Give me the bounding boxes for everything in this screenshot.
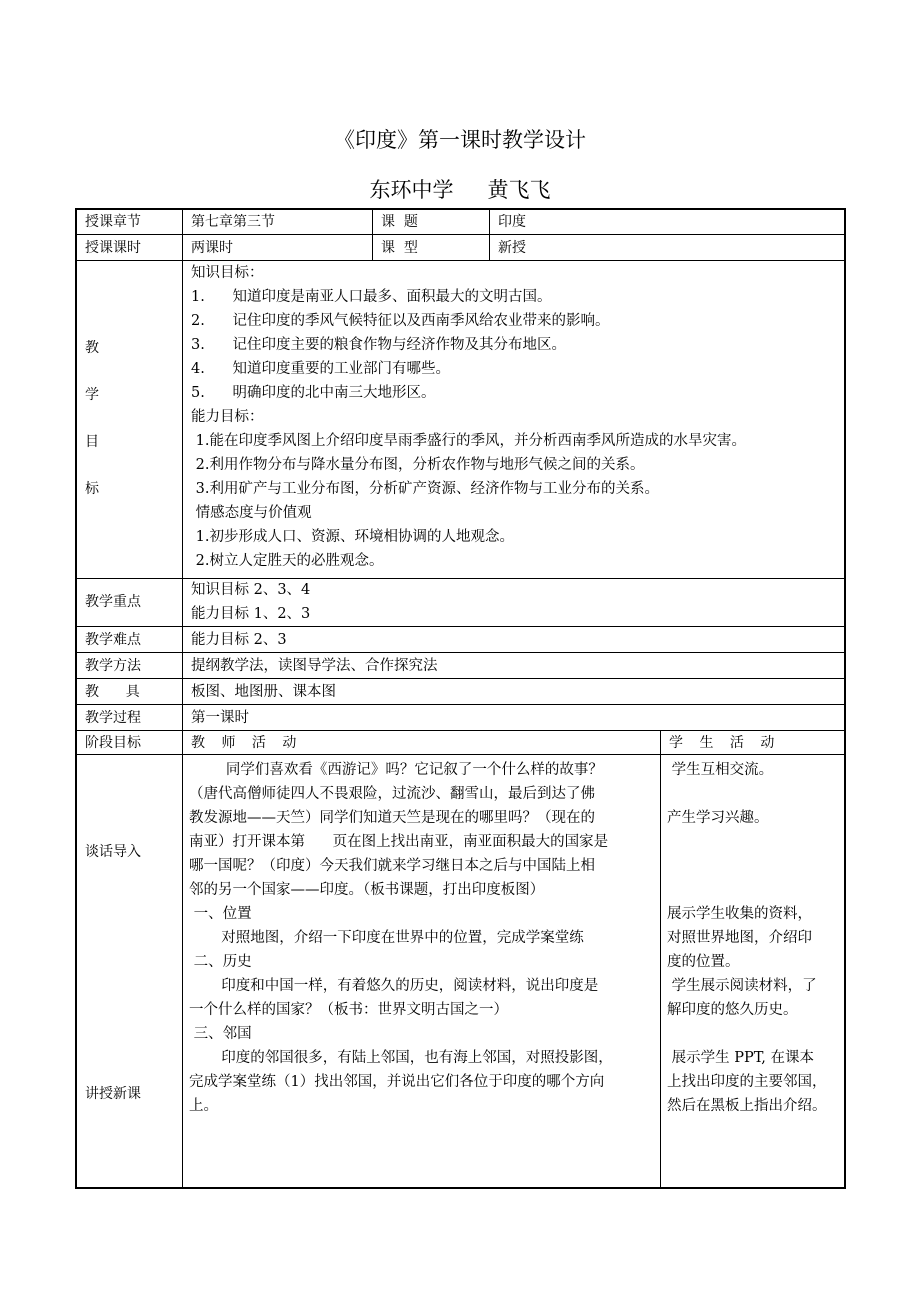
- topic-value: 印度: [498, 214, 526, 230]
- teacher-activity-line: 哪一国呢？（印度）今天我们就来学习继日本之后与中国陆上相: [189, 858, 595, 874]
- difficulties-label: 教学难点: [85, 632, 141, 648]
- type-label: 课 型: [381, 240, 418, 256]
- process-label: 教学过程: [85, 710, 141, 726]
- lesson-plan-table: [75, 208, 846, 1189]
- student-activity-line: 学生互相交流。: [667, 762, 774, 778]
- objectives-label-char: 教: [85, 340, 99, 356]
- hours-label: 授课课时: [85, 240, 141, 256]
- document-subtitle: [0, 174, 920, 204]
- objectives-label-char: 学: [85, 387, 99, 403]
- student-activity-line: 学生展示阅读材料，了: [667, 978, 817, 994]
- chapter-label: 授课章节: [85, 214, 141, 230]
- objective-line: 2.利用作物分布与降水量分布图，分析农作物与地形气候之间的关系。: [191, 457, 645, 473]
- student-activity-line: 解印度的悠久历史。: [667, 1002, 798, 1018]
- author-name: 黄飞飞: [487, 178, 551, 202]
- teacher-activity-line: 印度和中国一样，有着悠久的历史，阅读材料，说出印度是: [189, 978, 599, 994]
- teacher-activity-line: 南亚）打开课本第 页在图上找出南亚，南亚面积最大的国家是: [189, 834, 609, 850]
- methods-label: 教学方法: [85, 658, 141, 674]
- hours-value: 两课时: [191, 240, 233, 256]
- teacher-activity-line: 完成学案堂练（1）找出邻国，并说出它们各位于印度的哪个方向: [189, 1074, 605, 1090]
- student-column-header: 学 生 活 动: [669, 735, 781, 751]
- stage-column-header: 阶段目标: [85, 735, 141, 751]
- key-points-line: 能力目标 1、2、3: [191, 606, 311, 622]
- objective-line: 4. 知道印度重要的工业部门有哪些。: [191, 361, 450, 377]
- teacher-activity-line: 二、历史: [189, 954, 252, 970]
- type-value: 新授: [498, 240, 526, 256]
- tools-value: 板图、地图册、课本图: [191, 684, 336, 700]
- chapter-value: 第七章第三节: [191, 214, 275, 230]
- tools-label: 教 具: [85, 684, 140, 700]
- objective-line: 1. 知道印度是南亚人口最多、面积最大的文明古国。: [191, 289, 552, 305]
- difficulties-value: 能力目标 2、3: [191, 632, 287, 648]
- student-activity-line: 度的位置。: [667, 954, 740, 970]
- stage-intro-label: 谈话导入: [85, 844, 141, 860]
- teacher-activity-line: 教发源地——天竺）同学们知道天竺是现在的哪里吗？（现在的: [189, 810, 595, 826]
- objectives-label-char: 目: [85, 434, 99, 450]
- teacher-activity-line: 三、邻国: [189, 1026, 252, 1042]
- objective-line: 2. 记住印度的季风气候特征以及西南季风给农业带来的影响。: [191, 313, 610, 329]
- key-points-label: 教学重点: [85, 594, 141, 610]
- process-value: 第一课时: [191, 710, 249, 726]
- teacher-activity-line: 对照地图，介绍一下印度在世界中的位置，完成学案堂练: [189, 930, 584, 946]
- objective-line: 能力目标：: [191, 409, 264, 425]
- teacher-activity-line: 邻的另一个国家——印度。（板书课题，打出印度板图）: [189, 882, 545, 898]
- student-activity-line: 上找出印度的主要邻国，: [667, 1074, 827, 1090]
- school-name: 东环中学: [369, 178, 454, 202]
- stage-new-label: 讲授新课: [85, 1086, 141, 1102]
- methods-value: 提纲教学法，读图导学法、合作探究法: [191, 658, 438, 674]
- objective-line: 1.能在印度季风图上介绍印度旱雨季盛行的季风，并分析西南季风所造成的水旱灾害。: [191, 433, 746, 449]
- objective-line: 2.树立人定胜天的必胜观念。: [191, 553, 384, 569]
- key-points-line: 知识目标 2、3、4: [191, 582, 311, 598]
- teacher-activity-line: 同学们喜欢看《西游记》吗？它记叙了一个什么样的故事？: [189, 762, 603, 778]
- student-activity-line: 产生学习兴趣。: [667, 810, 769, 826]
- objectives-label-char: 标: [85, 481, 99, 497]
- student-activity-line: 然后在黑板上指出介绍。: [667, 1098, 827, 1114]
- teacher-activity-line: 上。: [189, 1098, 218, 1114]
- student-activity-line: 展示学生收集的资料，: [667, 906, 812, 922]
- teacher-activity-line: 一、位置: [189, 906, 252, 922]
- objective-line: 知识目标：: [191, 265, 264, 281]
- objective-line: 1.初步形成人口、资源、环境相协调的人地观念。: [191, 529, 514, 545]
- topic-label: 课 题: [381, 214, 418, 230]
- teacher-activity-line: （唐代高僧师徒四人不畏艰险，过流沙、翻雪山，最后到达了佛: [189, 786, 595, 802]
- objective-line: 3. 记住印度主要的粮食作物与经济作物及其分布地区。: [191, 337, 566, 353]
- student-activity-line: 对照世界地图，介绍印: [667, 930, 812, 946]
- teacher-column-header: 教 师 活 动: [191, 735, 303, 751]
- objective-line: 3.利用矿产与工业分布图，分析矿产资源、经济作物与工业分布的关系。: [191, 481, 659, 497]
- student-activity-line: 展示学生 PPT, 在课本: [667, 1050, 814, 1066]
- teacher-activity-line: 一个什么样的国家？（板书：世界文明古国之一）: [189, 1002, 508, 1018]
- teacher-activity-line: 印度的邻国很多，有陆上邻国，也有海上邻国，对照投影图，: [189, 1050, 613, 1066]
- objective-line: 情感态度与价值观: [191, 505, 312, 521]
- document-title: 《印度》第一课时教学设计: [334, 128, 586, 152]
- objective-line: 5. 明确印度的北中南三大地形区。: [191, 385, 436, 401]
